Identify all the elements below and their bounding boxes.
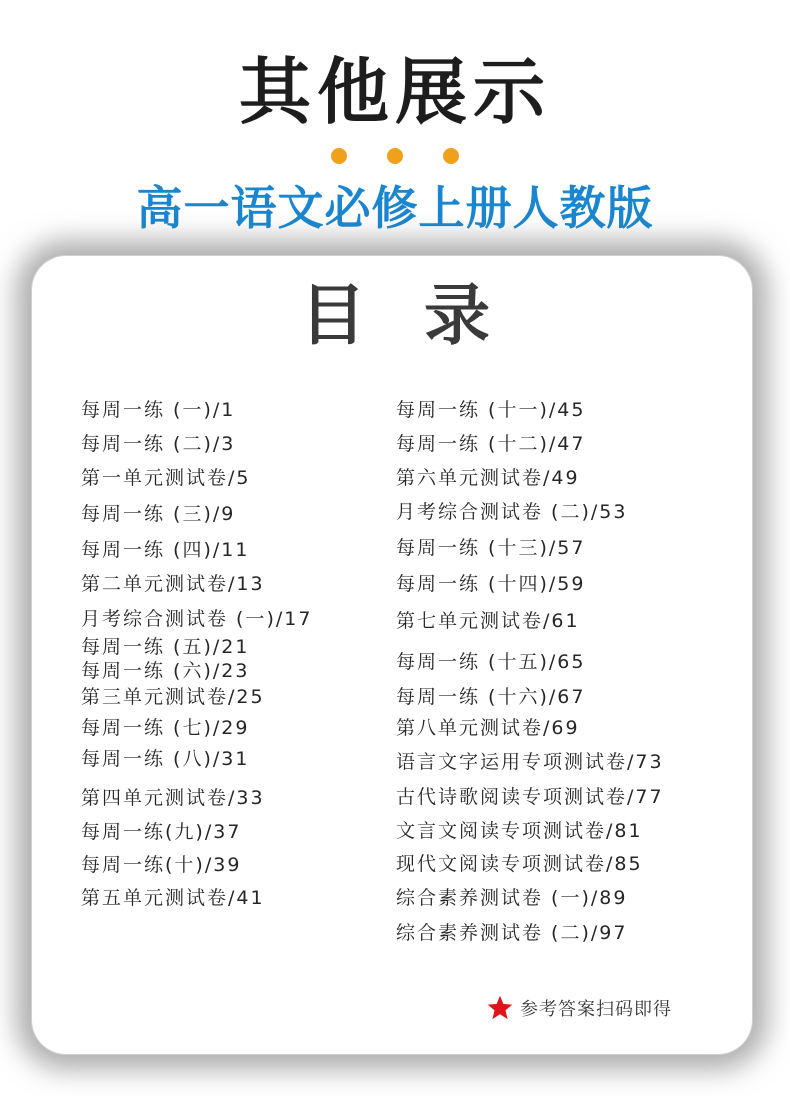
orange-dot — [443, 148, 459, 164]
toc-entry: 月考综合测试卷 (一)/17 — [81, 608, 313, 630]
toc-entry: 第二单元测试卷/13 — [81, 573, 265, 595]
toc-entry: 月考综合测试卷 (二)/53 — [396, 501, 628, 523]
orange-dot — [387, 148, 403, 164]
toc-entry: 现代文阅读专项测试卷/85 — [396, 853, 643, 875]
toc-entry: 第八单元测试卷/69 — [396, 717, 580, 739]
toc-entry: 第三单元测试卷/25 — [81, 686, 265, 708]
toc-entry: 第五单元测试卷/41 — [81, 887, 265, 909]
toc-entry: 综合素养测试卷 (一)/89 — [396, 887, 628, 909]
toc-entry: 第一单元测试卷/5 — [81, 467, 251, 489]
toc-entry: 每周一练 (十一)/45 — [396, 399, 586, 421]
toc-entry: 每周一练 (六)/23 — [81, 660, 250, 682]
toc-entry: 每周一练 (三)/9 — [81, 503, 236, 525]
toc-entry: 每周一练(十)/39 — [81, 854, 242, 876]
orange-dot — [331, 148, 347, 164]
toc-entry: 第七单元测试卷/61 — [396, 610, 580, 632]
toc-entry: 第四单元测试卷/33 — [81, 787, 265, 809]
toc-entry: 每周一练 (四)/11 — [81, 539, 250, 561]
answer-note — [486, 994, 672, 1022]
toc-entry: 每周一练 (十四)/59 — [396, 573, 586, 595]
toc-entry: 语言文字运用专项测试卷/73 — [396, 751, 664, 773]
toc-entry: 每周一练 (八)/31 — [81, 748, 250, 770]
toc-entry: 每周一练 (十二)/47 — [396, 433, 586, 455]
toc-entry: 古代诗歌阅读专项测试卷/77 — [396, 786, 664, 808]
toc-entry: 每周一练 (十五)/65 — [396, 651, 586, 673]
toc-entry: 每周一练 (十六)/67 — [396, 686, 586, 708]
book-subtitle: 高一语文必修上册人教版 — [136, 181, 654, 235]
toc-entry: 文言文阅读专项测试卷/81 — [396, 820, 643, 842]
toc-entry: 每周一练 (五)/21 — [81, 636, 250, 658]
star-icon — [486, 994, 514, 1022]
toc-entry: 每周一练 (二)/3 — [81, 433, 236, 455]
toc-entry: 每周一练(九)/37 — [81, 821, 242, 843]
toc-entry: 每周一练 (七)/29 — [81, 717, 250, 739]
toc-title: 目录 — [300, 277, 548, 354]
toc-entry: 每周一练 (一)/1 — [81, 399, 236, 421]
decorative-dots — [0, 148, 790, 164]
toc-entry: 第六单元测试卷/49 — [396, 467, 580, 489]
page-title: 其他展示 — [238, 50, 551, 134]
answer-note-text: 参考答案扫码即得 — [520, 999, 672, 1020]
toc-entry: 综合素养测试卷 (二)/97 — [396, 922, 628, 944]
toc-entry: 每周一练 (十三)/57 — [396, 537, 586, 559]
